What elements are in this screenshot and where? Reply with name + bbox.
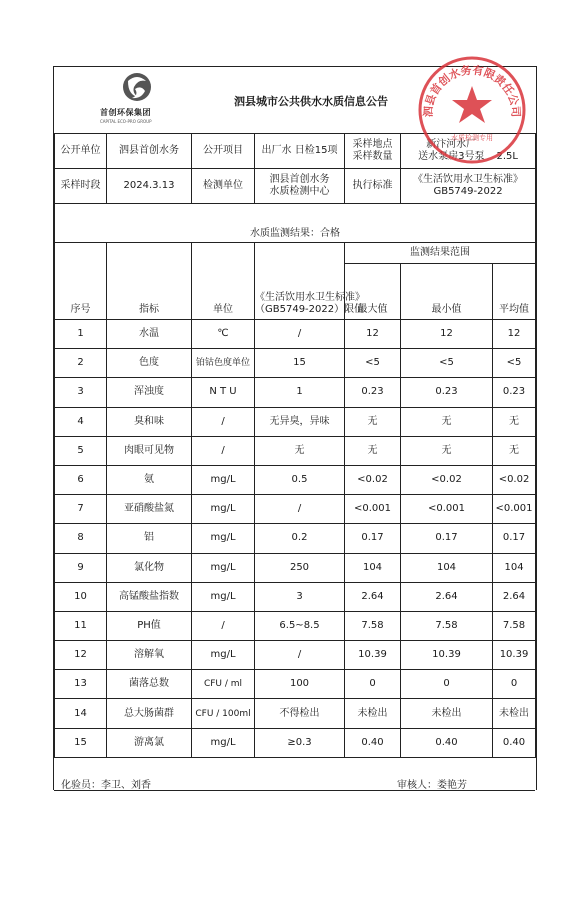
avg-cell: 无 — [493, 407, 536, 436]
seq-header: 序号 — [55, 243, 107, 320]
limit-cell: ≥0.3 — [255, 728, 345, 757]
table-row — [55, 436, 536, 465]
max-cell: 104 — [345, 553, 401, 582]
max-cell: 0 — [345, 670, 401, 699]
max-cell: 2.64 — [345, 582, 401, 611]
indicator-cell: 高锰酸盐指数 — [107, 582, 192, 611]
avg-cell: <0.001 — [493, 495, 536, 524]
table-row — [55, 641, 536, 670]
min-cell: 2.64 — [401, 582, 493, 611]
min-cell: 0 — [401, 670, 493, 699]
table-row — [55, 611, 536, 640]
seq-cell: 12 — [55, 641, 107, 670]
unit-cell: / — [192, 407, 255, 436]
company-name: 首创环保集团 — [100, 108, 151, 117]
max-cell: 无 — [345, 436, 401, 465]
limit-cell: 不得检出 — [255, 699, 345, 728]
max-header: 最大值 — [345, 264, 401, 320]
avg-cell: <0.02 — [493, 465, 536, 494]
seal-sub: 水质检测专用 — [451, 134, 493, 142]
publisher-label: 公开单位 — [55, 134, 107, 169]
table-row — [55, 407, 536, 436]
min-cell: 未检出 — [401, 699, 493, 728]
avg-cell: 10.39 — [493, 641, 536, 670]
max-cell: 无 — [345, 407, 401, 436]
unit-cell: CFU / 100ml — [192, 699, 255, 728]
tester: 化验员：李卫、刘香 — [61, 780, 151, 791]
unit-cell: / — [192, 611, 255, 640]
avg-cell: 7.58 — [493, 611, 536, 640]
time-value: 2024.3.13 — [107, 169, 192, 204]
seq-cell: 7 — [55, 495, 107, 524]
min-cell: 12 — [401, 320, 493, 349]
max-cell: 0.23 — [345, 378, 401, 407]
indicator-cell: 臭和味 — [107, 407, 192, 436]
limit-cell: / — [255, 320, 345, 349]
min-cell: 0.40 — [401, 728, 493, 757]
min-cell: 7.58 — [401, 611, 493, 640]
max-cell: 0.40 — [345, 728, 401, 757]
sampling-label — [345, 134, 401, 169]
avg-cell: 0.17 — [493, 524, 536, 553]
table-row — [55, 524, 536, 553]
standard-value-line1: 《生活饮用水卫生标准》 — [413, 174, 524, 185]
min-cell: <0.02 — [401, 465, 493, 494]
avg-cell: 0.23 — [493, 378, 536, 407]
table-header-row — [55, 243, 536, 264]
seq-cell: 10 — [55, 582, 107, 611]
page-title: 泗县城市公共供水水质信息公告 — [234, 95, 388, 108]
unit-header: 单位 — [192, 243, 255, 320]
sampling-place-line1: 新汴河水厂 — [426, 139, 477, 150]
indicator-cell: 肉眼可见物 — [107, 436, 192, 465]
unit-cell: mg/L — [192, 495, 255, 524]
result-row — [55, 204, 536, 243]
indicator-cell: 铝 — [107, 524, 192, 553]
lab-value-line1: 泗县首创水务 — [269, 174, 330, 185]
avg-cell: 0 — [493, 670, 536, 699]
lab-label: 检测单位 — [192, 169, 255, 204]
limit-cell: 100 — [255, 670, 345, 699]
company-sub: CAPITAL ECO-PRO GROUP — [100, 119, 152, 124]
limit-cell: 无异臭，异味 — [255, 407, 345, 436]
limit-cell: 6.5~8.5 — [255, 611, 345, 640]
seq-cell: 4 — [55, 407, 107, 436]
table-row — [55, 553, 536, 582]
indicator-cell: 菌落总数 — [107, 670, 192, 699]
indicator-cell: 色度 — [107, 349, 192, 378]
result-text: 水质监测结果：合格 — [55, 204, 536, 243]
seq-cell: 8 — [55, 524, 107, 553]
unit-cell: ℃ — [192, 320, 255, 349]
lab-value — [255, 169, 345, 204]
indicator-header: 指标 — [107, 243, 192, 320]
min-cell: 0.17 — [401, 524, 493, 553]
official-seal-icon — [414, 52, 530, 168]
limit-cell: 250 — [255, 553, 345, 582]
seq-cell: 6 — [55, 465, 107, 494]
min-cell: <5 — [401, 349, 493, 378]
standard-value — [401, 169, 536, 204]
avg-cell: 无 — [493, 436, 536, 465]
unit-cell: / — [192, 436, 255, 465]
indicator-cell: 氯化物 — [107, 553, 192, 582]
avg-cell: 12 — [493, 320, 536, 349]
limit-cell: 0.2 — [255, 524, 345, 553]
seq-cell: 5 — [55, 436, 107, 465]
seq-cell: 14 — [55, 699, 107, 728]
seq-cell: 9 — [55, 553, 107, 582]
limit-header — [255, 243, 365, 320]
avg-cell: <5 — [493, 349, 536, 378]
max-cell: 7.58 — [345, 611, 401, 640]
table-row — [55, 670, 536, 699]
seq-cell: 13 — [55, 670, 107, 699]
seal-text: 泗县首创水务有限责任公司 — [421, 63, 523, 118]
indicator-cell: 总大肠菌群 — [107, 699, 192, 728]
indicator-cell: 溶解氧 — [107, 641, 192, 670]
indicator-cell: 氨 — [107, 465, 192, 494]
reviewer: 审核人：娄艳芳 — [397, 780, 467, 791]
min-cell: <0.001 — [401, 495, 493, 524]
quality-table — [54, 133, 536, 758]
limit-cell: 15 — [255, 349, 345, 378]
max-cell: 0.17 — [345, 524, 401, 553]
sampling-place-line2: 送水泵房3号泵 — [418, 151, 485, 162]
avg-cell: 0.40 — [493, 728, 536, 757]
sampling-place-label: 采样地点 — [352, 139, 393, 150]
limit-cell: 3 — [255, 582, 345, 611]
unit-cell: N T U — [192, 378, 255, 407]
max-cell: <0.001 — [345, 495, 401, 524]
min-cell: 无 — [401, 436, 493, 465]
sampling-amount-label: 采样数量 — [352, 151, 393, 162]
min-cell: 104 — [401, 553, 493, 582]
unit-cell: mg/L — [192, 728, 255, 757]
publisher-value: 泗县首创水务 — [107, 134, 192, 169]
table-row — [55, 465, 536, 494]
limit-cell: / — [255, 495, 345, 524]
table-row — [55, 378, 536, 407]
min-cell: 10.39 — [401, 641, 493, 670]
table-row — [55, 728, 536, 757]
limit-cell: 无 — [255, 436, 345, 465]
limit-header-line1: 《生活饮用水卫生标准》 — [255, 292, 365, 303]
max-cell: 12 — [345, 320, 401, 349]
indicator-cell: PH值 — [107, 611, 192, 640]
info-row-2 — [55, 169, 536, 204]
table-row — [55, 320, 536, 349]
table-row — [55, 349, 536, 378]
sampling-amount: 2.5L — [496, 151, 518, 162]
max-cell: 未检出 — [345, 699, 401, 728]
min-cell: 无 — [401, 407, 493, 436]
indicator-cell: 水温 — [107, 320, 192, 349]
seq-cell: 11 — [55, 611, 107, 640]
lab-value-line2: 水质检测中心 — [269, 186, 330, 197]
seq-cell: 15 — [55, 728, 107, 757]
limit-header-line2: （GB5749-2022）限值 — [255, 304, 365, 315]
standard-value-line2: GB5749-2022 — [433, 186, 503, 197]
notice-sheet — [53, 66, 537, 790]
unit-cell: mg/L — [192, 641, 255, 670]
unit-cell: mg/L — [192, 524, 255, 553]
max-cell: <0.02 — [345, 465, 401, 494]
standard-label: 执行标准 — [345, 169, 401, 204]
time-label: 采样时段 — [55, 169, 107, 204]
avg-cell: 104 — [493, 553, 536, 582]
project-label: 公开项目 — [192, 134, 255, 169]
limit-cell: 0.5 — [255, 465, 345, 494]
min-cell: 0.23 — [401, 378, 493, 407]
indicator-cell: 亚硝酸盐氮 — [107, 495, 192, 524]
unit-cell: 铂钴色度单位 — [192, 349, 255, 378]
limit-cell: / — [255, 641, 345, 670]
project-value: 出厂水 日检15项 — [255, 134, 345, 169]
table-row — [55, 495, 536, 524]
unit-cell: mg/L — [192, 553, 255, 582]
avg-cell: 2.64 — [493, 582, 536, 611]
seq-cell: 3 — [55, 378, 107, 407]
max-cell: <5 — [345, 349, 401, 378]
range-header: 监测结果范围 — [345, 243, 536, 264]
max-cell: 10.39 — [345, 641, 401, 670]
unit-cell: CFU / ml — [192, 670, 255, 699]
limit-cell: 1 — [255, 378, 345, 407]
table-row — [55, 699, 536, 728]
min-header: 最小值 — [401, 264, 493, 320]
seq-cell: 1 — [55, 320, 107, 349]
seq-cell: 2 — [55, 349, 107, 378]
unit-cell: mg/L — [192, 582, 255, 611]
table-row — [55, 582, 536, 611]
unit-cell: mg/L — [192, 465, 255, 494]
avg-header: 平均值 — [493, 264, 536, 320]
indicator-cell: 浑浊度 — [107, 378, 192, 407]
avg-cell: 未检出 — [493, 699, 536, 728]
indicator-cell: 游离氯 — [107, 728, 192, 757]
